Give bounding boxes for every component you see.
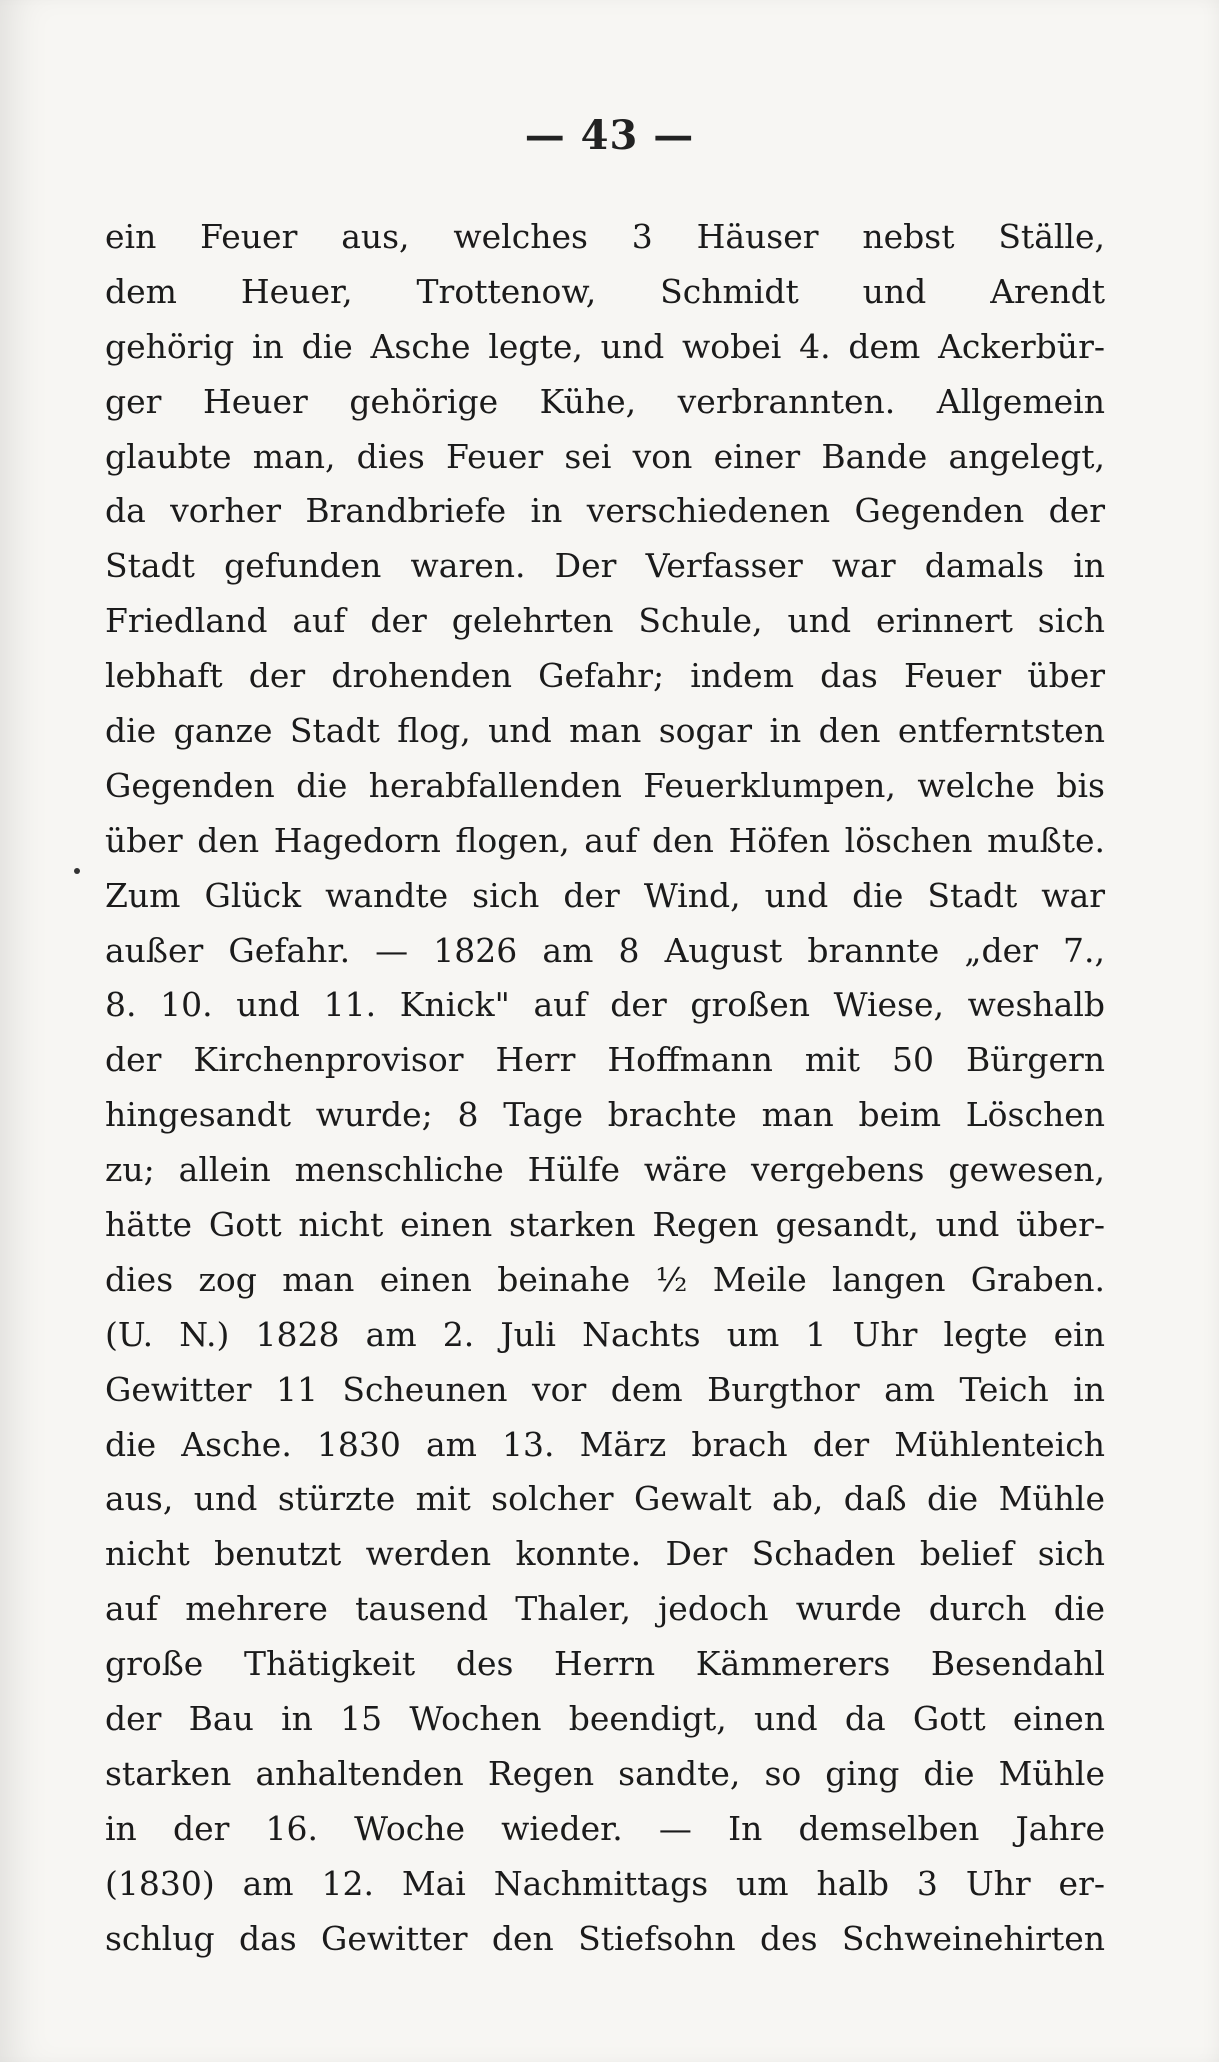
text-line: dies zog man einen beinahe ½ Meile langen Graben. [105,1259,1105,1299]
text-line: schlug das Gewitter den Stiefsohn des Schweinehirten [105,1918,1105,1958]
text-line: nicht benutzt werden konnte. Der Schaden belief sich [105,1534,1105,1574]
text-line: auf mehrere tausend Thaler, jedoch wurde durch die [105,1589,1105,1629]
text-line: außer Gefahr. — 1826 am 8 August brannte „der 7., [105,930,1105,970]
text-line: 8. 10. und 11. Knick" auf der großen Wiese, weshalb [105,985,1105,1025]
text-line: (U. N.) 1828 am 2. Juli Nachts um 1 Uhr legte ein [105,1314,1105,1354]
text-line: Stadt gefunden waren. Der Verfasser war damals in [105,546,1105,586]
text-line: lebhaft der drohenden Gefahr; indem das Feuer über [105,656,1105,696]
text-line: die ganze Stadt flog, und man sogar in den entferntsten [105,711,1105,751]
text-line: Gewitter 11 Scheunen vor dem Burgthor am Teich in [105,1369,1105,1409]
text-line: starken anhaltenden Regen sandte, so ging die Mühle [105,1753,1105,1793]
text-line: zu; allein menschliche Hülfe wäre vergebens gewesen, [105,1150,1105,1190]
text-line: über den Hagedorn flogen, auf den Höfen löschen mußte. [105,820,1105,860]
text-line: hätte Gott nicht einen starken Regen gesandt, und über- [105,1205,1105,1245]
text-line: dem Heuer, Trottenow, Schmidt und Arendt [105,271,1105,311]
text-line: der Bau in 15 Wochen beendigt, und da Gott einen [105,1699,1105,1739]
stray-ink-mark [74,868,80,874]
page-number: — 43 — [524,112,695,159]
text-line: Gegenden die herabfallenden Feuerklumpen, welche bis [105,765,1105,805]
text-line: Friedland auf der gelehrten Schule, und erinnert sich [105,601,1105,641]
text-line: hingesandt wurde; 8 Tage brachte man beim Löschen [105,1095,1105,1135]
text-line: da vorher Brandbriefe in verschiedenen Gegenden der [105,491,1105,531]
text-line: die Asche. 1830 am 13. März brach der Mühlenteich [105,1424,1105,1464]
text-line: Zum Glück wandte sich der Wind, und die Stadt war [105,875,1105,915]
text-line: aus, und stürzte mit solcher Gewalt ab, daß die Mühle [105,1479,1105,1519]
text-line: glaubte man, dies Feuer sei von einer Bande angelegt, [105,436,1105,476]
body-text [105,210,1105,1967]
text-line: ein Feuer aus, welches 3 Häuser nebst Ställe, [105,217,1105,256]
text-line: der Kirchenprovisor Herr Hoffmann mit 50 Bürgern [105,1040,1105,1080]
text-line: gehörig in die Asche legte, und wobei 4. dem Ackerbür- [105,326,1105,366]
text-line: ger Heuer gehörige Kühe, verbrannten. Allgemein [105,381,1105,421]
text-line: große Thätigkeit des Herrn Kämmerers Besendahl [105,1644,1105,1684]
text-line: (1830) am 12. Mai Nachmittags um halb 3 Uhr er- [105,1863,1105,1903]
text-line: in der 16. Woche wieder. — In demselben Jahre [105,1808,1105,1848]
